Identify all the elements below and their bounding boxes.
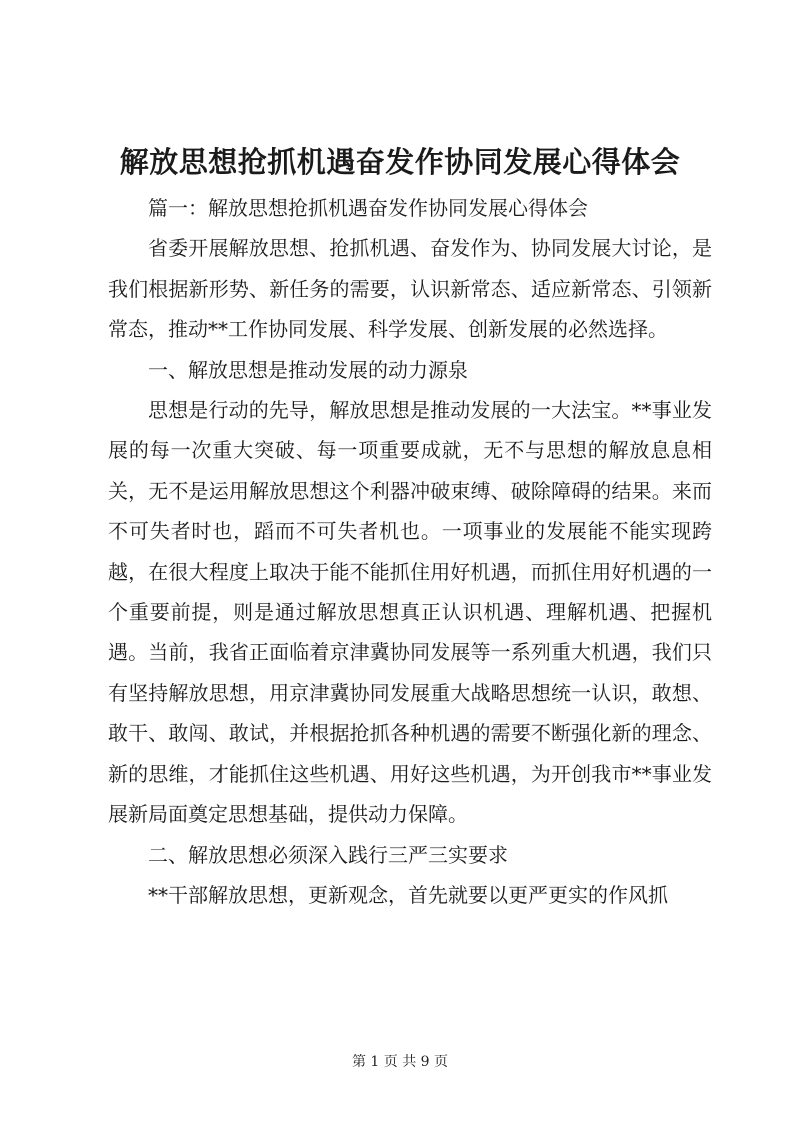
document-title: 解放思想抢抓机遇奋发作协同发展心得体会 (119, 145, 681, 179)
section-heading-one: 一、解放思想是推动发展的动力源泉 (148, 357, 468, 382)
section-heading-part-one: 篇一：解放思想抢抓机遇奋发作协同发展心得体会 (148, 196, 588, 220)
section-heading-two: 二、解放思想必须深入践行三严三实要求 (148, 842, 508, 867)
body-paragraph-two: **干部解放思想，更新观念，首先就要以更严更实的作风抓 (148, 882, 668, 907)
page-footer: 第 1 页 共 9 页 (351, 1054, 449, 1070)
intro-paragraph: 省委开展解放思想、抢抓机遇、奋发作为、协同发展大讨论，是我们根据新形势、新任务的需要，认识新常态、适应新常态、引领新常态，推动**工作协同发展、科学发展、创新发展的必然选择。 (108, 236, 712, 342)
body-paragraph-one: 思想是行动的先导，解放思想是推动发展的一大法宝。**事业发展的每一次重大突破、每一项重要成就，无不与思想的解放息息相关，无不是运用解放思想这个利器冲破束缚、破除障碍的结果。来而不可失者时也，蹈而不可失者机也。一项事业的发展能不能实现跨越，在很大程度上取决于能不能抓住用好机遇，而抓住用好机遇的一个重要前提，则是通过解放思想真正认识机遇、理解机遇、把握机遇。当前，我省正面临着京津冀协同发展等一系列重大机遇，我们只有坚持解放思想，用京津冀协同发展重大战略思想统一认识，敢想、敢干、敢闯、敢试，并根据抢抓各种机遇的需要不断强化新的理念、新的思维，才能抓住这些机遇、用好这些机遇，为开创我市**事业发展新局面奠定思想基础，提供动力保障。 (108, 398, 712, 827)
document-body (108, 188, 712, 915)
